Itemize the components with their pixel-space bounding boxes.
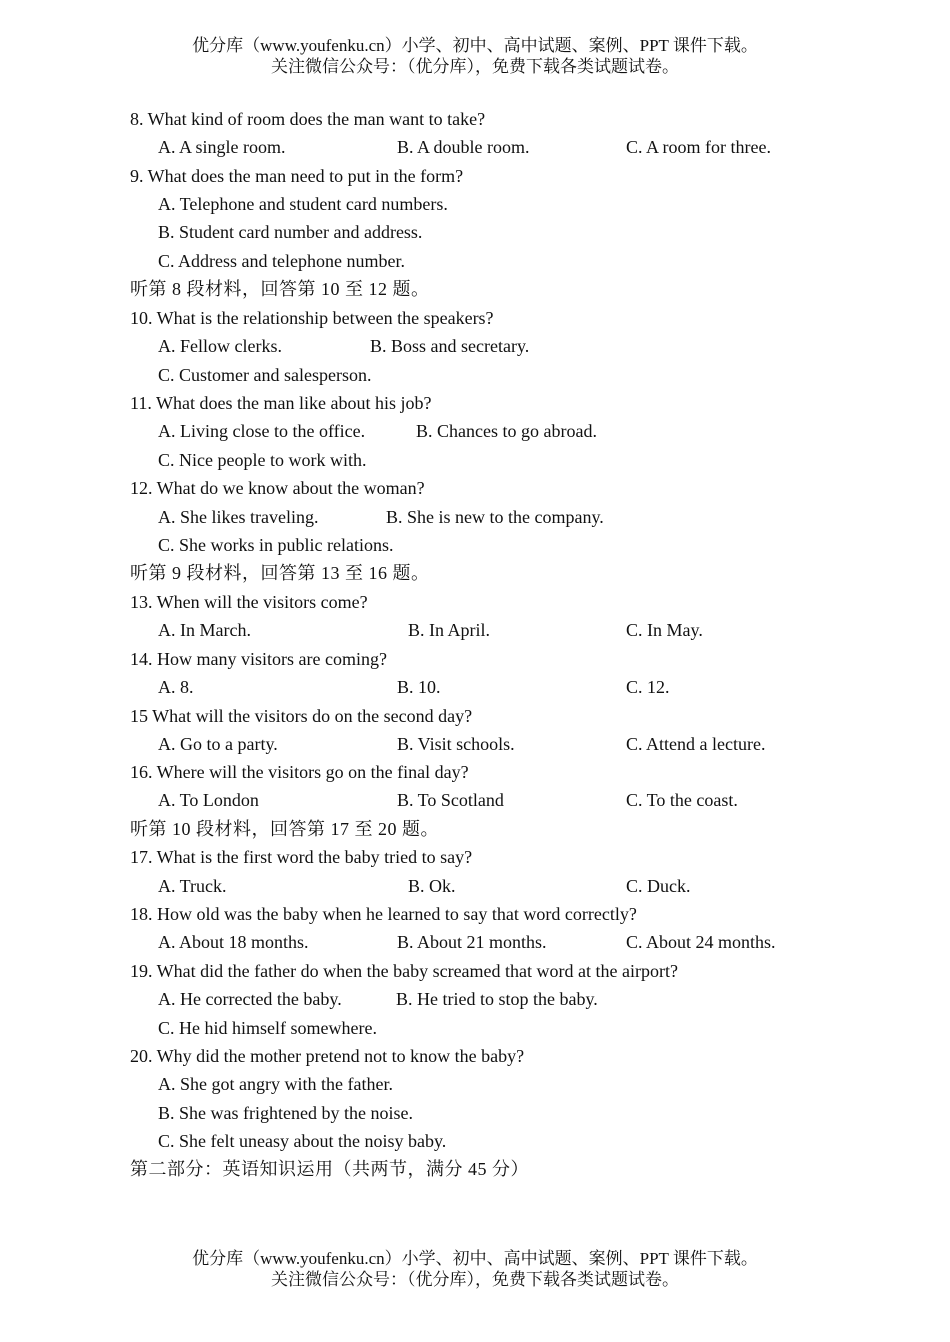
option-a: A. She likes traveling.: [158, 507, 319, 527]
header-line-1: 优分库（www.youfenku.cn）小学、初中、高中试题、案例、PPT 课件下载。: [192, 36, 758, 55]
option-a: A. 8.: [158, 677, 194, 697]
question-stem: 17. What is the first word the baby tried to say?: [130, 847, 473, 867]
question-stem: 20. Why did the mother pretend not to know the baby?: [130, 1046, 525, 1066]
question-stem: 13. When will the visitors come?: [130, 592, 368, 612]
option-b: B. Chances to go abroad.: [416, 421, 597, 441]
option-a: A. About 18 months.: [158, 932, 309, 952]
option-c: C. A room for three.: [626, 137, 771, 157]
page-header: [0, 35, 950, 77]
question-stem: 9. What does the man need to put in the form?: [130, 166, 464, 186]
option-b: B. Ok.: [408, 876, 456, 896]
option-b: B. To Scotland: [397, 790, 504, 810]
option-a: A. Telephone and student card numbers.: [158, 194, 448, 214]
option-b: B. Boss and secretary.: [370, 336, 530, 356]
option-b: B. Student card number and address.: [158, 222, 423, 242]
question-stem: 14. How many visitors are coming?: [130, 649, 387, 669]
option-b: B. 10.: [397, 677, 441, 697]
option-c: C. In May.: [626, 620, 703, 640]
question-stem: 15 What will the visitors do on the second day?: [130, 706, 473, 726]
option-a: A. Living close to the office.: [158, 421, 366, 441]
part-heading: 第二部分：英语知识运用（共两节，满分 45 分）: [130, 1159, 529, 1179]
option-c: C. Nice people to work with.: [158, 450, 367, 470]
option-c: C. About 24 months.: [626, 932, 776, 952]
option-b: B. She was frightened by the noise.: [158, 1103, 413, 1123]
option-c: C. She felt uneasy about the noisy baby.: [158, 1131, 447, 1151]
question-stem: 16. Where will the visitors go on the final day?: [130, 762, 469, 782]
option-a: A. In March.: [158, 620, 251, 640]
question-stem: 19. What did the father do when the baby screamed that word at the airport?: [130, 961, 678, 981]
option-a: A. Fellow clerks.: [158, 336, 282, 356]
section-instruction: 听第 8 段材料，回答第 10 至 12 题。: [130, 279, 430, 299]
option-a: A. A single room.: [158, 137, 286, 157]
option-c: C. Attend a lecture.: [626, 734, 766, 754]
header-line-2: 关注微信公众号：（优分库），免费下载各类试题试卷。: [271, 57, 679, 76]
option-c: C. She works in public relations.: [158, 535, 394, 555]
option-a: A. Go to a party.: [158, 734, 278, 754]
option-c: C. 12.: [626, 677, 670, 697]
question-stem: 11. What does the man like about his job?: [130, 393, 432, 413]
section-instruction: 听第 9 段材料，回答第 13 至 16 题。: [130, 563, 430, 583]
option-c: C. He hid himself somewhere.: [158, 1018, 377, 1038]
option-a: A. Truck.: [158, 876, 227, 896]
question-stem: 12. What do we know about the woman?: [130, 478, 425, 498]
question-stem: 10. What is the relationship between the speakers?: [130, 308, 494, 328]
option-a: A. She got angry with the father.: [158, 1074, 393, 1094]
option-b: B. About 21 months.: [397, 932, 547, 952]
option-b: B. She is new to the company.: [386, 507, 604, 527]
section-instruction: 听第 10 段材料，回答第 17 至 20 题。: [130, 819, 439, 839]
question-stem: 8. What kind of room does the man want to take?: [130, 109, 486, 129]
question-stem: 18. How old was the baby when he learned to say that word correctly?: [130, 904, 637, 924]
page-footer: [0, 1248, 950, 1290]
option-b: B. He tried to stop the baby.: [396, 989, 598, 1009]
option-b: B. A double room.: [397, 137, 530, 157]
option-c: C. Customer and salesperson.: [158, 365, 372, 385]
option-a: A. He corrected the baby.: [158, 989, 342, 1009]
footer-line-1: 优分库（www.youfenku.cn）小学、初中、高中试题、案例、PPT 课件下载。: [192, 1249, 758, 1268]
option-c: C. To the coast.: [626, 790, 738, 810]
option-b: B. Visit schools.: [397, 734, 515, 754]
option-c: C. Address and telephone number.: [158, 251, 405, 271]
option-a: A. To London: [158, 790, 259, 810]
option-c: C. Duck.: [626, 876, 691, 896]
option-b: B. In April.: [408, 620, 491, 640]
footer-line-2: 关注微信公众号：（优分库），免费下载各类试题试卷。: [271, 1270, 679, 1289]
